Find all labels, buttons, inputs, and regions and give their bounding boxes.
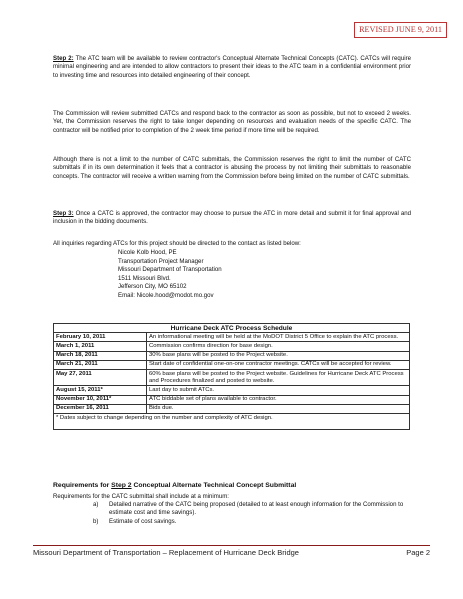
schedule-date: May 27, 2011	[54, 370, 147, 386]
requirements-intro: Requirements for the CATC submittal shall include at a minimum:	[53, 493, 229, 500]
table-row	[54, 351, 410, 360]
schedule-desc: Start date of confidential one-on-one contractor meetings. CATCs will be accepted for review.	[147, 360, 410, 369]
table-row	[54, 395, 410, 404]
table-row	[54, 333, 410, 342]
contact-name: Nicole Kolb Hood, PE	[118, 249, 177, 256]
step2-label: Step 2:	[53, 55, 74, 62]
contact-block	[118, 249, 222, 301]
contact-org: Missouri Department of Transportation	[118, 266, 222, 274]
schedule-date: March 21, 2011	[54, 360, 147, 369]
footer-text: Missouri Department of Transportation – Replacement of Hurricane Deck Bridge	[33, 548, 299, 557]
contact-address: 1511 Missouri Blvd.	[118, 274, 171, 282]
step3-label: Step 3:	[53, 210, 74, 217]
schedule-note: * Dates subject to change depending on the number and complexity of ATC design.	[54, 414, 410, 430]
footer-divider	[33, 545, 430, 546]
requirements-heading-step: Step 2	[111, 482, 132, 489]
contact-email: Email: Nicole.hood@modot.mo.gov	[118, 291, 214, 299]
contact-title: Transportation Project Manager	[118, 257, 204, 265]
schedule-desc: Last day to submit ATCs.	[147, 386, 410, 395]
contact-city: Jefferson City, MO 65102	[118, 283, 187, 291]
requirements-heading-pre: Requirements for	[53, 482, 112, 489]
step3-text: Once a CATC is approved, the contractor may choose to pursue the ATC in more detail and submit it for final approval and inclusion in the bidding documents.	[53, 210, 411, 226]
table-row	[54, 360, 410, 369]
schedule-date: November 10, 2011*	[54, 395, 147, 404]
table-row	[54, 404, 410, 413]
review-paragraph: The Commission will review submitted CATCs and respond back to the contractor as soon as possible, but not to exceed 2 weeks. Yet, the Commission reserves the right to take longer depending on resources and evaluation needs of the specific CATC. The contractor will be notified prior to completion of the 2 week time period if more time will be required.	[53, 110, 411, 134]
schedule-table	[53, 323, 410, 430]
step3-paragraph	[53, 210, 411, 227]
schedule-title: Hurricane Deck ATC Process Schedule	[54, 324, 410, 333]
schedule-date: February 10, 2011	[54, 333, 147, 342]
schedule-date: August 15, 2011*	[54, 386, 147, 395]
list-marker: a)	[93, 501, 99, 508]
step2-text: The ATC team will be available to review contractor's Conceptual Alternate Technical Concepts (CATC). CATCs will require minimal engineering and are intended to allow contractors to present their ideas to the ATC team in a confidential environment prior to investing time and resources into detailed engineering of their concept.	[53, 55, 411, 79]
table-row	[54, 386, 410, 395]
schedule-desc: An informational meeting will be held at the MoDOT District 5 Office to explain the ATC process.	[147, 333, 410, 342]
schedule-desc: 30% base plans will be posted to the Project website.	[147, 351, 410, 360]
inquiries-paragraph: All inquiries regarding ATCs for this project should be directed to the contact as listed below:	[53, 240, 301, 247]
schedule-desc: Bids due.	[147, 404, 410, 413]
table-row	[54, 414, 410, 430]
limit-paragraph: Although there is not a limit to the number of CATC submittals, the Commission reserves the right to limit the number of CATC submittals if in its own determination it feels that a contractor is abusing the process by not limiting their submittals to reasonable concepts. The contractor will receive a written warning from the Commission before being limited on the number of CATC submittals.	[53, 156, 411, 180]
list-marker: b)	[93, 518, 99, 525]
schedule-date: March 18, 2011	[54, 351, 147, 360]
step2-paragraph	[53, 55, 411, 80]
schedule-desc: ATC biddable set of plans available to contractor.	[147, 395, 410, 404]
requirements-heading	[53, 482, 296, 489]
table-row	[54, 342, 410, 351]
page-number: Page 2	[406, 548, 430, 557]
table-row	[54, 370, 410, 386]
schedule-date: March 1, 2011	[54, 342, 147, 351]
schedule-desc: 60% base plans will be posted to the Project website. Guidelines for Hurricane Deck ATC Process and Procedures finalized and posted to website.	[147, 370, 410, 386]
schedule-desc: Commission confirms direction for base design.	[147, 342, 410, 351]
revised-stamp: REVISED JUNE 9, 2011	[354, 22, 447, 38]
requirements-heading-post: Conceptual Alternate Technical Concept Submittal	[131, 482, 297, 489]
list-item: Detailed narrative of the CATC being proposed (detailed to at least enough information for the Commission to estimate cost and time savings).	[109, 501, 404, 517]
list-item: Estimate of cost savings.	[109, 518, 177, 525]
schedule-date: December 16, 2011	[54, 404, 147, 413]
